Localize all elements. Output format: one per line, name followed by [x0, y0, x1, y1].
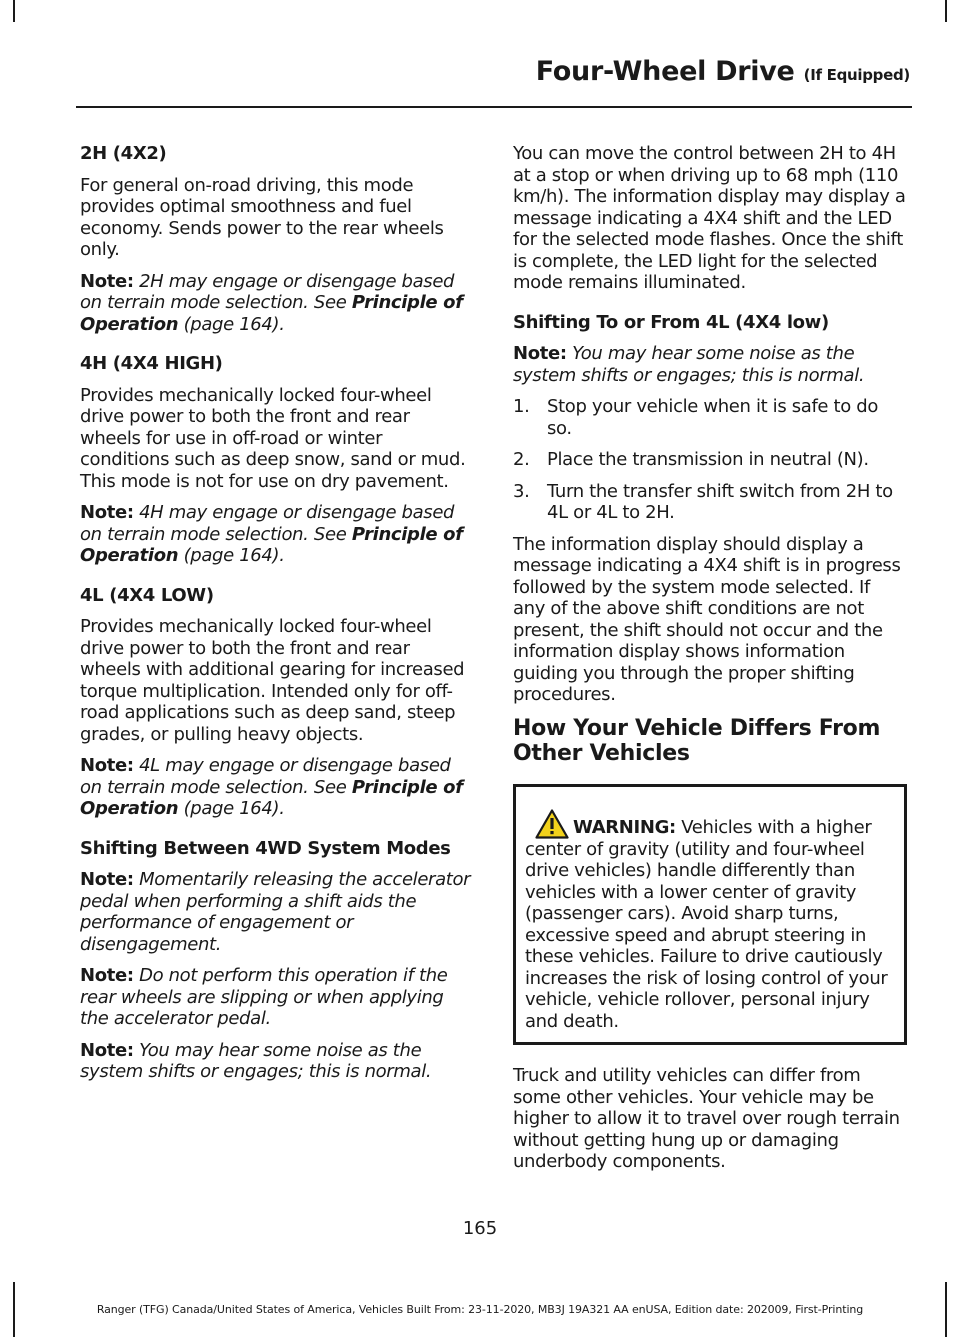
page-ref: (page 164).: [183, 545, 285, 566]
note-label: Note:: [80, 965, 134, 986]
header-divider: [76, 106, 912, 108]
page-ref: (page 164).: [183, 313, 285, 335]
heading-4h: 4H (4X4 HIGH): [80, 353, 223, 374]
note-text: 4L may engage or disengage based on terrain mode selection. See: [80, 755, 451, 798]
list-item: [513, 481, 907, 524]
note-4l: [80, 755, 475, 820]
header-subtitle: (If Equipped): [803, 66, 910, 84]
paragraph-4l: Provides mechanically locked four-wheel drive power to both the front and rear wheels with additional gearing for increased torque multiplication. Intended only for off-road applications such as deep sand, steep grades, or pulling heavy objects.: [80, 616, 465, 745]
warning-label: WARNING:: [573, 816, 676, 838]
note-noise: [80, 1040, 475, 1083]
right-column: [513, 143, 907, 1183]
paragraph-truck-utility: Truck and utility vehicles can differ from some other vehicles. Your vehicle may be higher to allow it to travel over rough terrain without getting hung up or damaging underbody components.: [513, 1065, 900, 1172]
section-heading-differs: How Your Vehicle Differs From Other Vehicles: [513, 715, 881, 766]
step-text: Turn the transfer shift switch from 2H to 4L or 4L to 2H.: [547, 480, 893, 523]
warning-box: [513, 784, 907, 1046]
note-label: Note:: [80, 1039, 134, 1061]
note-4h: [80, 502, 475, 567]
footer-edition-info: Ranger (TFG) Canada/United States of America, Vehicles Built From: 23-11-2020, MB3J 19A321 AA enUSA, Edition date: 202009, First-Printing: [96, 1303, 864, 1316]
warning-text: Vehicles with a higher center of gravity (utility and four-wheel drive vehicles) handle differently than vehicles with a lower center of gravity (passenger cars). Avoid sharp turns, excessive speed and abrupt steering in these vehicles. Failure to drive cautiously increases the risk of losing control of your vehicle, vehicle rollover, personal injury and death.: [525, 816, 888, 1032]
steps-list: [513, 396, 907, 524]
note-label: Note:: [80, 755, 134, 776]
step-text: Stop your vehicle when it is safe to do so.: [547, 396, 879, 439]
list-item: [513, 396, 907, 439]
crop-mark-top-right: [945, 0, 947, 22]
note-text: Do not perform this operation if the rear wheels are slipping or when applying the accelerator pedal.: [80, 965, 448, 1029]
step-number: 3.: [513, 480, 530, 502]
note-label: Note:: [80, 270, 134, 292]
heading-2h: 2H (4X2): [80, 143, 167, 164]
paragraph-move-control: You can move the control between 2H to 4H at a stop or when driving up to 68 mph (110 km/h). The information display may display a message indicating a 4X4 shift and the LED for the selected mode flashes. Once the shift is complete, the LED light for the selected mode remains illuminated.: [513, 143, 906, 293]
note-2h: [80, 271, 475, 336]
heading-shifting-4l: Shifting To or From 4L (4X4 low): [513, 311, 829, 333]
note-noise: [513, 343, 907, 386]
heading-shifting-between: Shifting Between 4WD System Modes: [80, 837, 451, 859]
note-text: You may hear some noise as the system shifts or engages; this is normal.: [80, 1039, 432, 1082]
xref-principle-of-operation[interactable]: Principle of Operation: [80, 776, 463, 819]
step-number: 2.: [513, 449, 530, 470]
header-title-text: Four-Wheel Drive: [535, 56, 795, 87]
page-number: 165: [462, 1218, 498, 1239]
paragraph-2h: For general on-road driving, this mode provides optimal smoothness and fuel economy. Sends power to the rear wheels only.: [80, 174, 444, 260]
note-label: Note:: [80, 869, 134, 890]
paragraph-4h: Provides mechanically locked four-wheel drive power to both the front and rear wheels for use in off-road or winter conditions such as deep snow, sand or mud. This mode is not for use on dry pavement.: [80, 384, 466, 492]
step-number: 1.: [513, 396, 530, 417]
note-text: 4H may engage or disengage based on terrain mode selection. See: [80, 502, 455, 545]
page-ref: (page 164).: [183, 798, 285, 819]
warning-triangle-icon: [535, 809, 569, 839]
left-column: [80, 143, 475, 1093]
xref-principle-of-operation[interactable]: Principle of Operation: [80, 292, 463, 335]
note-label: Note:: [80, 502, 134, 523]
crop-mark-top-left: [13, 0, 15, 22]
note-text: Momentarily releasing the accelerator pedal when performing a shift aids the performance of engagement or disengagement.: [80, 869, 471, 955]
note-text: You may hear some noise as the system shifts or engages; this is normal.: [513, 343, 865, 386]
note-label: Note:: [513, 343, 567, 364]
step-text: Place the transmission in neutral (N).: [547, 449, 869, 470]
note-accelerator: [80, 869, 475, 955]
xref-principle-of-operation[interactable]: Principle of Operation: [80, 523, 463, 566]
list-item: [513, 449, 907, 471]
page-header-title: [536, 56, 910, 87]
note-text: 2H may engage or disengage based on terrain mode selection. See: [80, 270, 455, 313]
heading-4l: 4L (4X4 LOW): [80, 584, 214, 606]
note-slipping: [80, 965, 475, 1030]
paragraph-information-display: The information display should display a message indicating a 4X4 shift is in progress followed by the system mode selected. If any of the above shift conditions are not present, the shift should not occur and the information display shows information guiding you through the proper shifting procedures.: [513, 533, 901, 705]
